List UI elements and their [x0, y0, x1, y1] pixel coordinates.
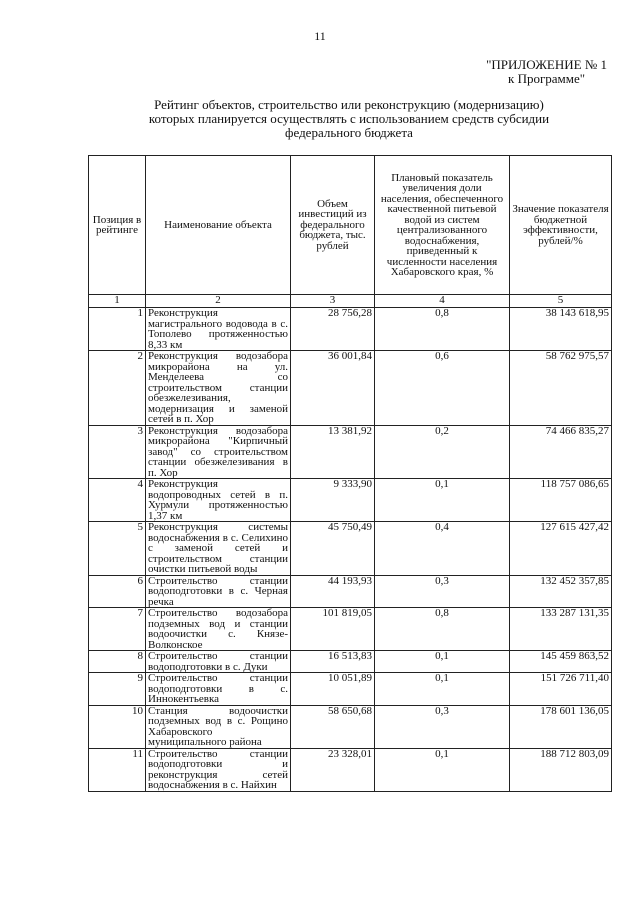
cell-indicator: 0,4	[375, 522, 510, 576]
column-number: 4	[375, 295, 510, 308]
cell-position: 4	[89, 479, 146, 522]
table-row	[89, 479, 612, 522]
table-row	[89, 673, 612, 706]
table-row	[89, 608, 612, 651]
table-row	[89, 308, 612, 351]
cell-efficiency: 188 712 803,09	[510, 748, 612, 791]
cell-indicator: 0,8	[375, 308, 510, 351]
cell-indicator: 0,1	[375, 651, 510, 673]
cell-investment: 44 193,93	[291, 575, 375, 608]
cell-object-name: Реконструкция водозабора микрорайона на ул. Менделеева со строительством станции обезжелезивания, модернизация и заменой сетей в п. Хор	[146, 351, 291, 426]
cell-position: 7	[89, 608, 146, 651]
header-position: Позиция в рейтинге	[89, 156, 146, 295]
cell-object-name: Реконструкция системы водоснабжения в с. Селихино с заменой сетей и строительством станции очистки питьевой воды	[146, 522, 291, 576]
document-title	[88, 98, 610, 140]
cell-indicator: 0,6	[375, 351, 510, 426]
cell-indicator: 0,3	[375, 575, 510, 608]
cell-indicator: 0,1	[375, 479, 510, 522]
table-row	[89, 575, 612, 608]
appendix-heading	[486, 58, 607, 86]
cell-object-name: Строительство станции водоподготовки в с. Черная речка	[146, 575, 291, 608]
cell-efficiency: 127 615 427,42	[510, 522, 612, 576]
cell-investment: 28 756,28	[291, 308, 375, 351]
cell-position: 8	[89, 651, 146, 673]
cell-efficiency: 118 757 086,65	[510, 479, 612, 522]
cell-position: 6	[89, 575, 146, 608]
cell-efficiency: 145 459 863,52	[510, 651, 612, 673]
table-row	[89, 651, 612, 673]
header-planned-indicator: Плановый показатель увеличения доли населения, обеспеченного качественной питьевой водой из систем централизованного водоснабжения, приведенный к численности населения Хабаровского края, %	[375, 156, 510, 295]
cell-indicator: 0,8	[375, 608, 510, 651]
column-number: 5	[510, 295, 612, 308]
cell-object-name: Станция водоочистки подземных вод в с. Рощино Хабаровского муниципального района	[146, 705, 291, 748]
header-object-name: Наименование объекта	[146, 156, 291, 295]
title-line-1: Рейтинг объектов, строительство или реконструкцию (модернизацию)	[154, 97, 544, 112]
column-number: 1	[89, 295, 146, 308]
cell-investment: 13 381,92	[291, 425, 375, 479]
table-row	[89, 522, 612, 576]
table-row	[89, 748, 612, 791]
cell-investment: 58 650,68	[291, 705, 375, 748]
header-efficiency: Значение показателя бюджетной эффективности, рублей/%	[510, 156, 612, 295]
cell-position: 10	[89, 705, 146, 748]
cell-position: 3	[89, 425, 146, 479]
cell-position: 5	[89, 522, 146, 576]
cell-indicator: 0,1	[375, 748, 510, 791]
cell-indicator: 0,1	[375, 673, 510, 706]
cell-efficiency: 178 601 136,05	[510, 705, 612, 748]
column-number-row	[89, 295, 612, 308]
table-row	[89, 425, 612, 479]
cell-object-name: Строительство водозабора подземных вод и станции водоочистки с. Князе-Волконское	[146, 608, 291, 651]
title-line-2: которых планируется осуществлять с использованием средств субсидии	[148, 111, 550, 126]
cell-object-name: Реконструкция водопроводных сетей в п. Хурмули протяженностью 1,37 км	[146, 479, 291, 522]
cell-position: 2	[89, 351, 146, 426]
header-investment: Объем инвестиций из федерального бюджета, тыс. рублей	[291, 156, 375, 295]
cell-indicator: 0,2	[375, 425, 510, 479]
cell-investment: 45 750,49	[291, 522, 375, 576]
cell-investment: 9 333,90	[291, 479, 375, 522]
cell-position: 9	[89, 673, 146, 706]
rating-table	[88, 155, 612, 792]
page-number: 11	[314, 29, 326, 43]
cell-efficiency: 132 452 357,85	[510, 575, 612, 608]
table-row	[89, 705, 612, 748]
cell-efficiency: 133 287 131,35	[510, 608, 612, 651]
cell-object-name: Реконструкция магистрального водовода в с. Тополево протяженностью 8,33 км	[146, 308, 291, 351]
header-row	[89, 156, 612, 295]
cell-investment: 101 819,05	[291, 608, 375, 651]
cell-position: 1	[89, 308, 146, 351]
cell-investment: 23 328,01	[291, 748, 375, 791]
appendix-line-1: "ПРИЛОЖЕНИЕ № 1	[486, 57, 607, 72]
cell-efficiency: 151 726 711,40	[510, 673, 612, 706]
cell-object-name: Строительство станции водоподготовки в с. Дуки	[146, 651, 291, 673]
cell-efficiency: 74 466 835,27	[510, 425, 612, 479]
title-line-3: федерального бюджета	[285, 125, 413, 140]
cell-investment: 10 051,89	[291, 673, 375, 706]
cell-efficiency: 38 143 618,95	[510, 308, 612, 351]
cell-object-name: Строительство станции водоподготовки в с. Иннокентьевка	[146, 673, 291, 706]
cell-investment: 16 513,83	[291, 651, 375, 673]
column-number: 3	[291, 295, 375, 308]
column-number: 2	[146, 295, 291, 308]
cell-indicator: 0,3	[375, 705, 510, 748]
table-row	[89, 351, 612, 426]
appendix-line-2: к Программе"	[508, 71, 586, 86]
cell-position: 11	[89, 748, 146, 791]
cell-efficiency: 58 762 975,57	[510, 351, 612, 426]
cell-object-name: Реконструкция водозабора микрорайона "Кирпичный завод" со строительством станции обезжелезивания в п. Хор	[146, 425, 291, 479]
cell-investment: 36 001,84	[291, 351, 375, 426]
cell-object-name: Строительство станции водоподготовки и реконструкция сетей водоснабжения в с. Найхин	[146, 748, 291, 791]
